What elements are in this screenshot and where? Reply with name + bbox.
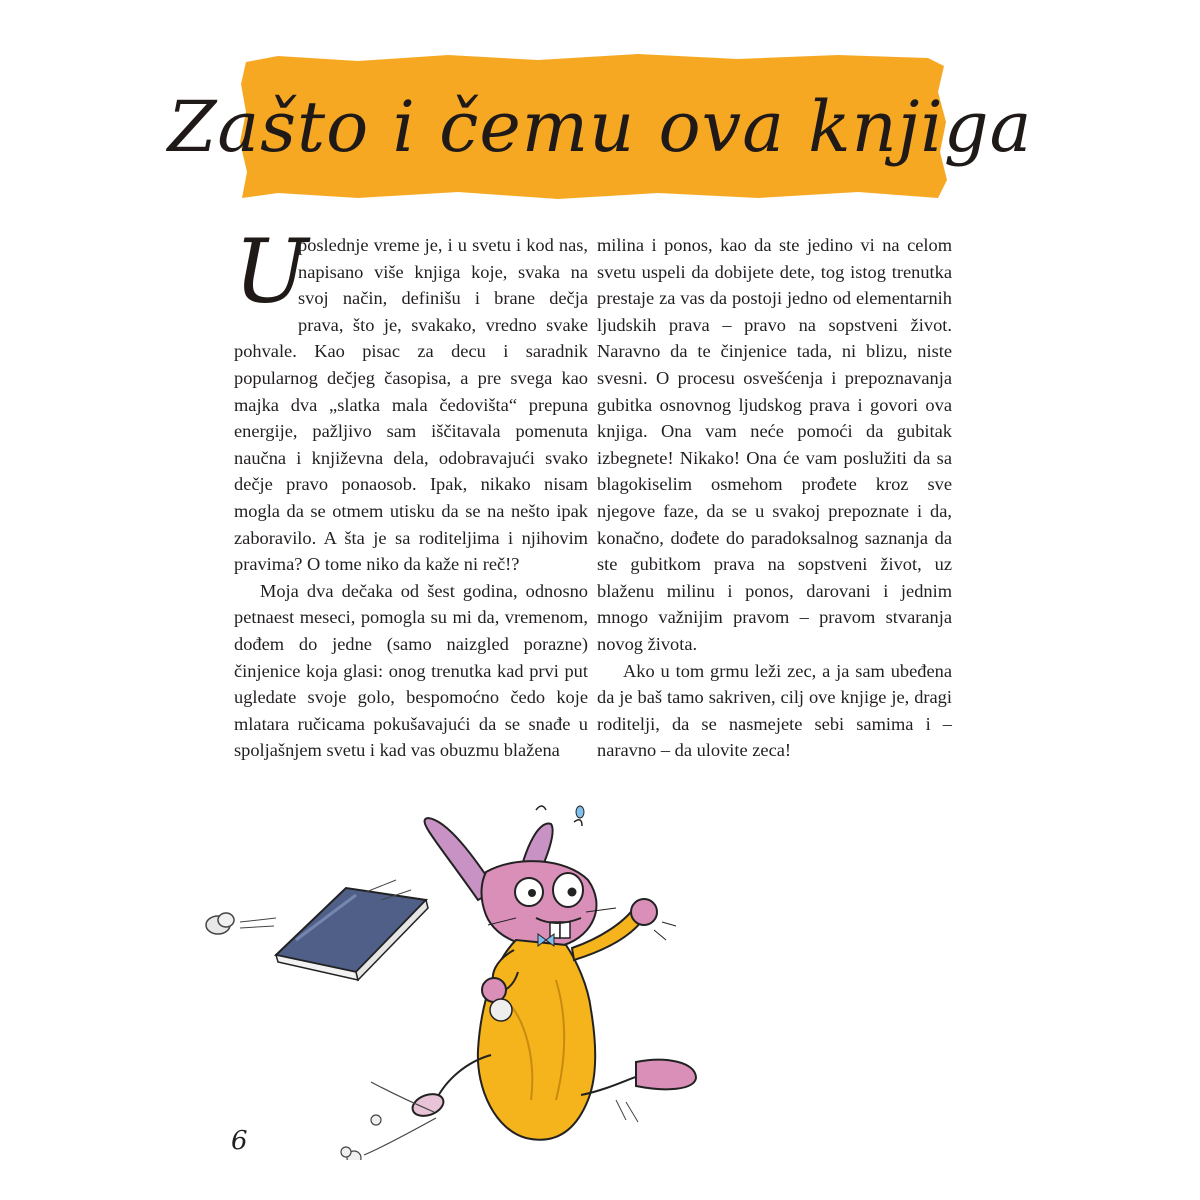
rabbit-illustration	[196, 800, 756, 1160]
rabbit-illustration-icon	[196, 800, 756, 1160]
page-title: Zašto i čemu ova knjiga	[167, 86, 1033, 168]
dust-cloud-icon	[206, 913, 276, 934]
paragraph-text: poslednje vreme je, i u svetu i kod nas, napisano više knjiga koje, svaka na svoj način, definišu i brane dečja prava, što je, svakako, vredno svake pohvale. Kao pisac za decu i saradnik popularnog dečjeg časopisa, a pre svega kao majka dva „slatka mala čedovišta“ prepuna energije, pažljivo sam iščitavala pomenuta naučna i književna dela, odobravajući svako dečje pravo ponaosob. Ipak, nikako nisam mogla da se otmem utisku da se na nešto ipak zaboravilo. A šta je sa roditeljima i njihovim pravima? O tome niko da kaže ni reč!?	[234, 235, 588, 575]
page-number: 6	[231, 1126, 248, 1156]
text-column-left	[234, 220, 588, 764]
title-banner	[167, 52, 1033, 202]
paragraph: Ako u tom grmu leži zec, a ja sam ubeđena da je baš tamo sakriven, cilj ove knjige je, dragi roditelji, da se nasmejete sebi samima i – naravno – da ulovite zeca!	[597, 660, 952, 761]
paragraph: Moja dva dečaka od šest godina, odnosno petnaest meseci, pomogla su mi da, vremenom, dođem do jedne (samo naizgled porazne) činjenice koja glasi: onog trenutka kad prvi put ugledate svoje golo, bespomoćno čedo koje mlatara ručicama pokušavajući da se snađe u spoljašnjem svetu i kad vas obuzmu blažena	[234, 580, 588, 761]
drop-cap: U	[234, 220, 309, 323]
paragraph	[234, 220, 588, 578]
text-column-right	[597, 232, 952, 764]
paragraph: milina i ponos, kao da ste jedino vi na celom svetu uspeli da dobijete dete, tog istog trenutka prestaje za vas da postoji jedno od elementarnih ljudskih prava – pravo na sopstveni život. Naravno da te činjenice tada, ni blizu, niste svesni. O procesu osvešćenja i prepoznavanja gubitka osnovnog ljudskog prava i govori ova knjiga. Ona vam neće pomoći da gubitak izbegnete! Nikako! Ona će vam poslužiti da sa blagokiselim osmehom prođete kroz sve njegove faze, da se u svakoj prepoznate i da, konačno, dođete do paradoksalnog saznanja da ste gubitkom prava na sopstveni život, uz blaženu milinu i ponos, darovani i jednim mnogo važnijim pravom – pravom stvaranja novog života.	[597, 235, 952, 654]
book-icon	[276, 880, 428, 980]
dust-cloud-icon	[341, 1115, 381, 1160]
